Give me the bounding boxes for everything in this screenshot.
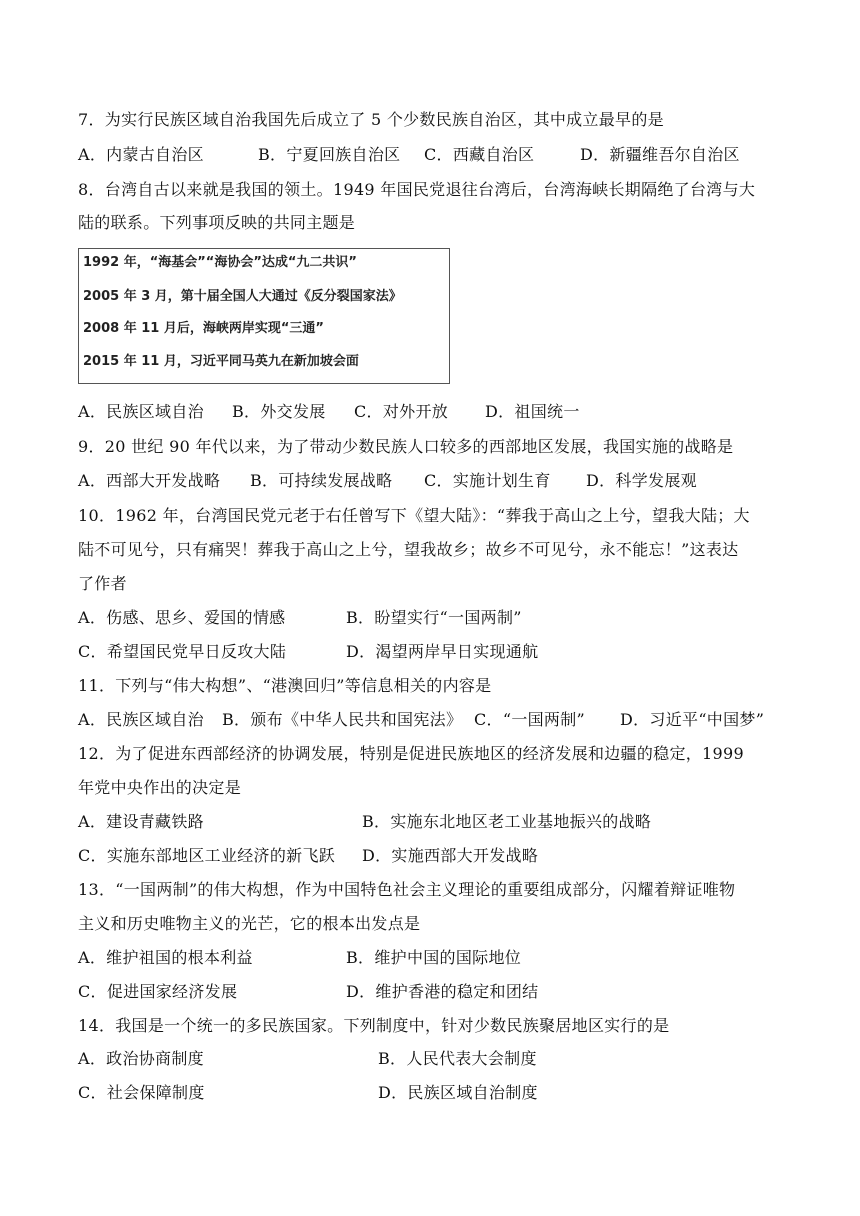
q8-event-box (78, 248, 450, 384)
q10-option-b: B．盼望实行“一国两制” (346, 608, 522, 627)
q11-option-b: B．颁布《中华人民共和国宪法》 (222, 710, 463, 729)
q11-option-c: C．“一国两制” (474, 710, 586, 729)
q8-option-c: C．对外开放 (354, 402, 449, 421)
q8-option-b: B．外交发展 (232, 402, 326, 421)
q9-option-a: A．西部大开发战略 (78, 471, 221, 490)
q10-option-d: D．渴望两岸早日实现通航 (346, 642, 539, 661)
q8-stem-line1: 8．台湾自古以来就是我国的领土。1949 年国民党退往台湾后，台湾海峡长期隔绝了台湾与大 (78, 180, 756, 199)
q12-stem-line1: 12．为了促进东西部经济的协调发展，特别是促进民族地区的经济发展和边疆的稳定，1999 (78, 744, 744, 763)
q8-event-1: 1992 年，“海基会”“海协会”达成“九二共识” (83, 255, 357, 270)
q10-stem-line2: 陆不可见兮，只有痛哭！葬我于高山之上兮，望我故乡；故乡不可见兮，永不能忘！”这表达 (78, 540, 739, 559)
q13-option-c: C．促进国家经济发展 (78, 982, 238, 1001)
q13-option-a: A．维护祖国的根本利益 (78, 948, 253, 967)
q8-event-3: 2008 年 11 月后，海峡两岸实现“三通” (83, 321, 324, 336)
q9-stem: 9．20 世纪 90 年代以来，为了带动少数民族人口较多的西部地区发展，我国实施的战略是 (78, 437, 734, 456)
q13-option-b: B．维护中国的国际地位 (346, 948, 522, 967)
q7-option-a: A．内蒙古自治区 (78, 145, 204, 164)
q14-option-c: C．社会保障制度 (78, 1083, 205, 1102)
q14-stem: 14．我国是一个统一的多民族国家。下列制度中，针对少数民族聚居地区实行的是 (78, 1016, 670, 1035)
q8-option-a: A．民族区域自治 (78, 402, 204, 421)
q14-option-d: D．民族区域自治制度 (378, 1083, 538, 1102)
q7-option-d: D．新疆维吾尔自治区 (580, 145, 740, 164)
q11-option-d: D．习近平“中国梦” (620, 710, 765, 729)
q13-stem-line1: 13．“一国两制”的伟大构想，作为中国特色社会主义理论的重要组成部分，闪耀着辩证唯物 (78, 880, 736, 899)
q9-option-b: B．可持续发展战略 (250, 471, 393, 490)
q12-option-c: C．实施东部地区工业经济的新飞跃 (78, 846, 336, 865)
q7-stem: 7．为实行民族区域自治我国先后成立了 5 个少数民族自治区，其中成立最早的是 (78, 110, 664, 129)
q14-option-b: B．人民代表大会制度 (378, 1049, 537, 1068)
q13-option-d: D．维护香港的稳定和团结 (346, 982, 539, 1001)
q8-option-d: D．祖国统一 (485, 402, 580, 421)
q7-option-b: B．宁夏回族自治区 (258, 145, 401, 164)
q11-stem: 11．下列与“伟大构想”、“港澳回归”等信息相关的内容是 (78, 676, 492, 695)
q10-option-a: A．伤感、思乡、爱国的情感 (78, 608, 286, 627)
q9-option-d: D．科学发展观 (586, 471, 697, 490)
q10-stem-line3: 了作者 (78, 574, 127, 593)
q10-option-c: C．希望国民党早日反攻大陆 (78, 642, 287, 661)
q8-stem-line2: 陆的联系。下列事项反映的共同主题是 (78, 213, 356, 232)
q14-option-a: A．政治协商制度 (78, 1049, 204, 1068)
q8-event-4: 2015 年 11 月，习近平同马英九在新加坡会面 (83, 354, 359, 369)
q9-option-c: C．实施计划生育 (424, 471, 551, 490)
q11-option-a: A．民族区域自治 (78, 710, 204, 729)
q12-option-a: A．建设青藏铁路 (78, 812, 204, 831)
q7-option-c: C．西藏自治区 (424, 145, 535, 164)
q10-stem-line1: 10．1962 年，台湾国民党元老于右任曾写下《望大陆》：“葬我于高山之上兮，望我大陆；大 (78, 506, 750, 525)
q13-stem-line2: 主义和历史唯物主义的光芒，它的根本出发点是 (78, 914, 421, 933)
q12-stem-line2: 年党中央作出的决定是 (78, 778, 242, 797)
q12-option-d: D．实施西部大开发战略 (362, 846, 539, 865)
q12-option-b: B．实施东北地区老工业基地振兴的战略 (362, 812, 652, 831)
q8-event-2: 2005 年 3 月，第十届全国人大通过《反分裂国家法》 (83, 289, 402, 304)
